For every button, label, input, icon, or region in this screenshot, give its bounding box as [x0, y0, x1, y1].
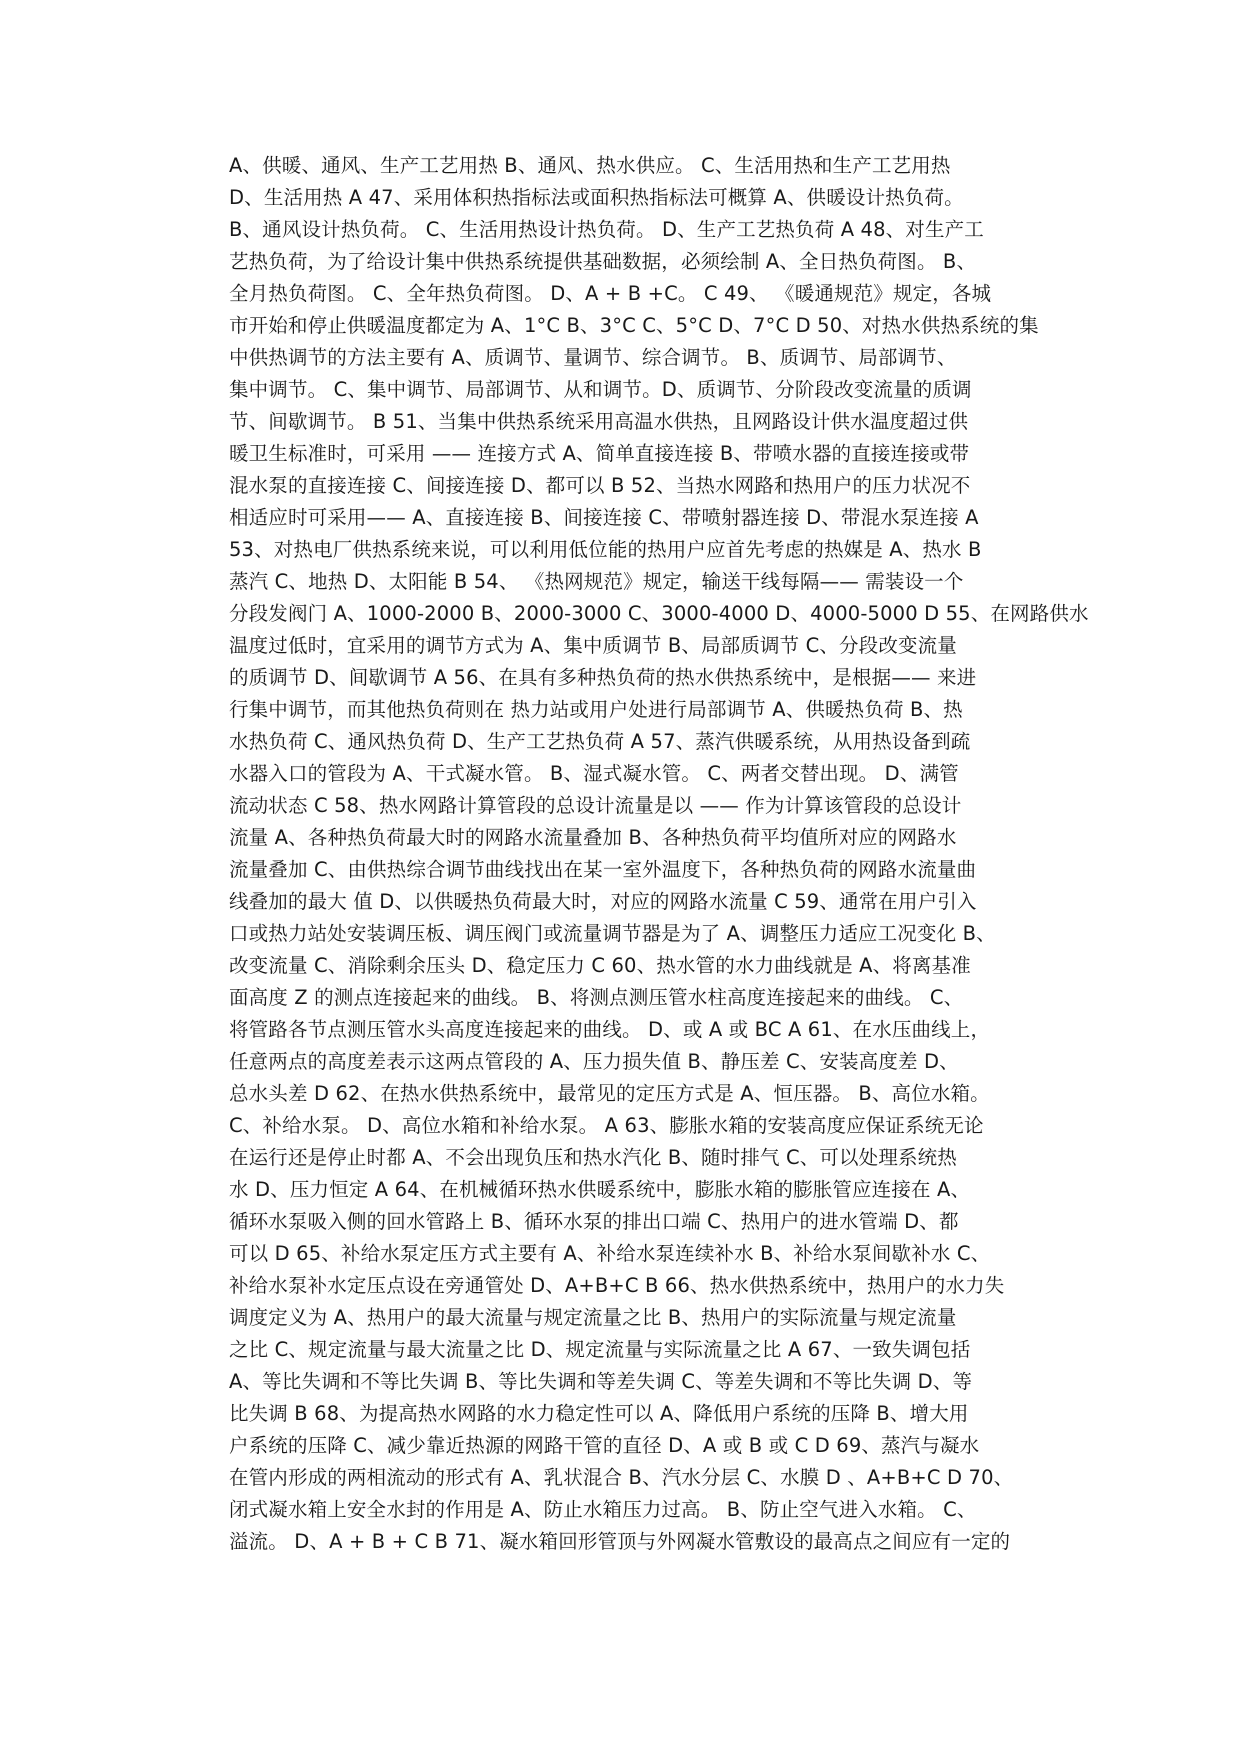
text-line: 温度过低时，宜采用的调节方式为 A、集中质调节 B、局部质调节 C、分段改变流量	[229, 634, 957, 657]
text-line: 户系统的压降 C、减少靠近热源的网路干管的直径 D、A 或 B 或 C D 69、蒸汽与凝水	[229, 1434, 980, 1457]
text-line: 在管内形成的两相流动的形式有 A、乳状混合 B、汽水分层 C、水膜 D 、A+B+C D 70、	[229, 1466, 1014, 1489]
text-line: 的质调节 D、间歇调节 A 56、在具有多种热负荷的热水供热系统中，是根据—— 来进	[229, 666, 977, 689]
text-line: 蒸汽 C、地热 D、太阳能 B 54、 《热网规范》规定，输送干线每隔—— 需装设一个	[229, 570, 964, 593]
text-line: 补给水泵补水定压点设在旁通管处 D、A+B+C B 66、热水供热系统中，热用户的水力失	[229, 1274, 1005, 1297]
text-line: 总水头差 D 62、在热水供热系统中，最常见的定压方式是 A、恒压器。 B、高位水箱。	[229, 1082, 990, 1105]
text-line: 市开始和停止供暖温度都定为 A、1°C B、3°C C、5°C D、7°C D 50、对热水供热系统的集	[229, 314, 1039, 337]
text-line: 水器入口的管段为 A、干式凝水管。 B、湿式凝水管。 C、两者交替出现。 D、满管	[229, 762, 959, 785]
text-line: 中供热调节的方法主要有 A、质调节、量调节、综合调节。 B、质调节、局部调节、	[229, 346, 957, 369]
text-line: 之比 C、规定流量与最大流量之比 D、规定流量与实际流量之比 A 67、一致失调包括	[229, 1338, 971, 1361]
text-line: D、生活用热 A 47、采用体积热指标法或面积热指标法可概算 A、供暖设计热负荷。	[229, 186, 964, 209]
text-line: B、通风设计热负荷。 C、生活用热设计热负荷。 D、生产工艺热负荷 A 48、对生产工	[229, 218, 984, 241]
text-line: 53、对热电厂供热系统来说，可以利用低位能的热用户应首先考虑的热媒是 A、热水 B	[229, 538, 982, 561]
text-line: 流动状态 C 58、热水网路计算管段的总设计流量是以 —— 作为计算该管段的总设计	[229, 794, 962, 817]
text-line: 在运行还是停止时都 A、不会出现负压和热水汽化 B、随时排气 C、可以处理系统热	[229, 1146, 957, 1169]
text-line: 艺热负荷，为了给设计集中供热系统提供基础数据，必须绘制 A、全日热负荷图。 B、	[229, 250, 977, 273]
text-line: A、供暖、通风、生产工艺用热 B、通风、热水供应。 C、生活用热和生产工艺用热	[229, 154, 951, 177]
text-line: 节、间歇调节。 B 51、当集中供热系统采用高温水供热，且网路设计供水温度超过供	[229, 410, 969, 433]
text-line: A、等比失调和不等比失调 B、等比失调和等差失调 C、等差失调和不等比失调 D、等	[229, 1370, 973, 1393]
text-line: 溢流。 D、A + B + C B 71、凝水箱回形管顶与外网凝水管敷设的最高点之间应有一定的	[229, 1530, 1011, 1553]
text-line: 改变流量 C、消除剩余压头 D、稳定压力 C 60、热水管的水力曲线就是 A、将离基准	[229, 954, 971, 977]
text-line: 全月热负荷图。 C、全年热负荷图。 D、A + B +C。 C 49、 《暖通规范》规定，各城	[229, 282, 992, 305]
text-line: 调度定义为 A、热用户的最大流量与规定流量之比 B、热用户的实际流量与规定流量	[229, 1306, 957, 1329]
text-line: 线叠加的最大 值 D、以供暖热负荷最大时，对应的网路水流量 C 59、通常在用户引入	[229, 890, 977, 913]
text-line: 水热负荷 C、通风热负荷 D、生产工艺热负荷 A 57、蒸汽供暖系统，从用热设备到疏	[229, 730, 971, 753]
text-line: 任意两点的高度差表示这两点管段的 A、压力损失值 B、静压差 C、安装高度差 D、	[229, 1050, 959, 1073]
text-line: 口或热力站处安装调压板、调压阀门或流量调节器是为了 A、调整压力适应工况变化 B、	[229, 922, 996, 945]
text-line: C、补给水泵。 D、高位水箱和补给水泵。 A 63、膨胀水箱的安装高度应保证系统无论	[229, 1114, 984, 1137]
text-line: 流量 A、各种热负荷最大时的网路水流量叠加 B、各种热负荷平均值所对应的网路水	[229, 826, 957, 849]
question-text-block	[229, 150, 1089, 1558]
text-line: 暖卫生标准时，可采用 —— 连接方式 A、简单直接连接 B、带喷水器的直接连接或带	[229, 442, 970, 465]
text-line: 面高度 Z 的测点连接起来的曲线。 B、将测点测压管水柱高度连接起来的曲线。 C、	[229, 986, 964, 1009]
text-line: 相适应时可采用—— A、直接连接 B、间接连接 C、带喷射器连接 D、带混水泵连接 A	[229, 506, 979, 529]
text-line: 将管路各节点测压管水头高度连接起来的曲线。 D、或 A 或 BC A 61、在水压曲线上，	[229, 1018, 991, 1041]
text-line: 比失调 B 68、为提高热水网路的水力稳定性可以 A、降低用户系统的压降 B、增大用	[229, 1402, 969, 1425]
text-line: 集中调节。 C、集中调节、局部调节、从和调节。D、质调节、分阶段改变流量的质调	[229, 378, 972, 401]
text-line: 分段发阀门 A、1000-2000 B、2000-3000 C、3000-4000 D、4000-5000 D 55、在网路供水	[229, 602, 1089, 625]
text-line: 流量叠加 C、由供热综合调节曲线找出在某一室外温度下，各种热负荷的网路水流量曲	[229, 858, 977, 881]
text-line: 行集中调节，而其他热负荷则在 热力站或用户处进行局部调节 A、供暖热负荷 B、热	[229, 698, 963, 721]
text-line: 可以 D 65、补给水泵定压方式主要有 A、补给水泵连续补水 B、补给水泵间歇补水 C、	[229, 1242, 991, 1265]
text-line: 循环水泵吸入侧的回水管路上 B、循环水泵的排出口端 C、热用户的进水管端 D、都	[229, 1210, 959, 1233]
text-line: 闭式凝水箱上安全水封的作用是 A、防止水箱压力过高。 B、防止空气进入水箱。 C、	[229, 1498, 977, 1521]
text-line: 水 D、压力恒定 A 64、在机械循环热水供暖系统中，膨胀水箱的膨胀管应连接在 A、	[229, 1178, 971, 1201]
text-line: 混水泵的直接连接 C、间接连接 D、都可以 B 52、当热水网路和热用户的压力状况不	[229, 474, 971, 497]
